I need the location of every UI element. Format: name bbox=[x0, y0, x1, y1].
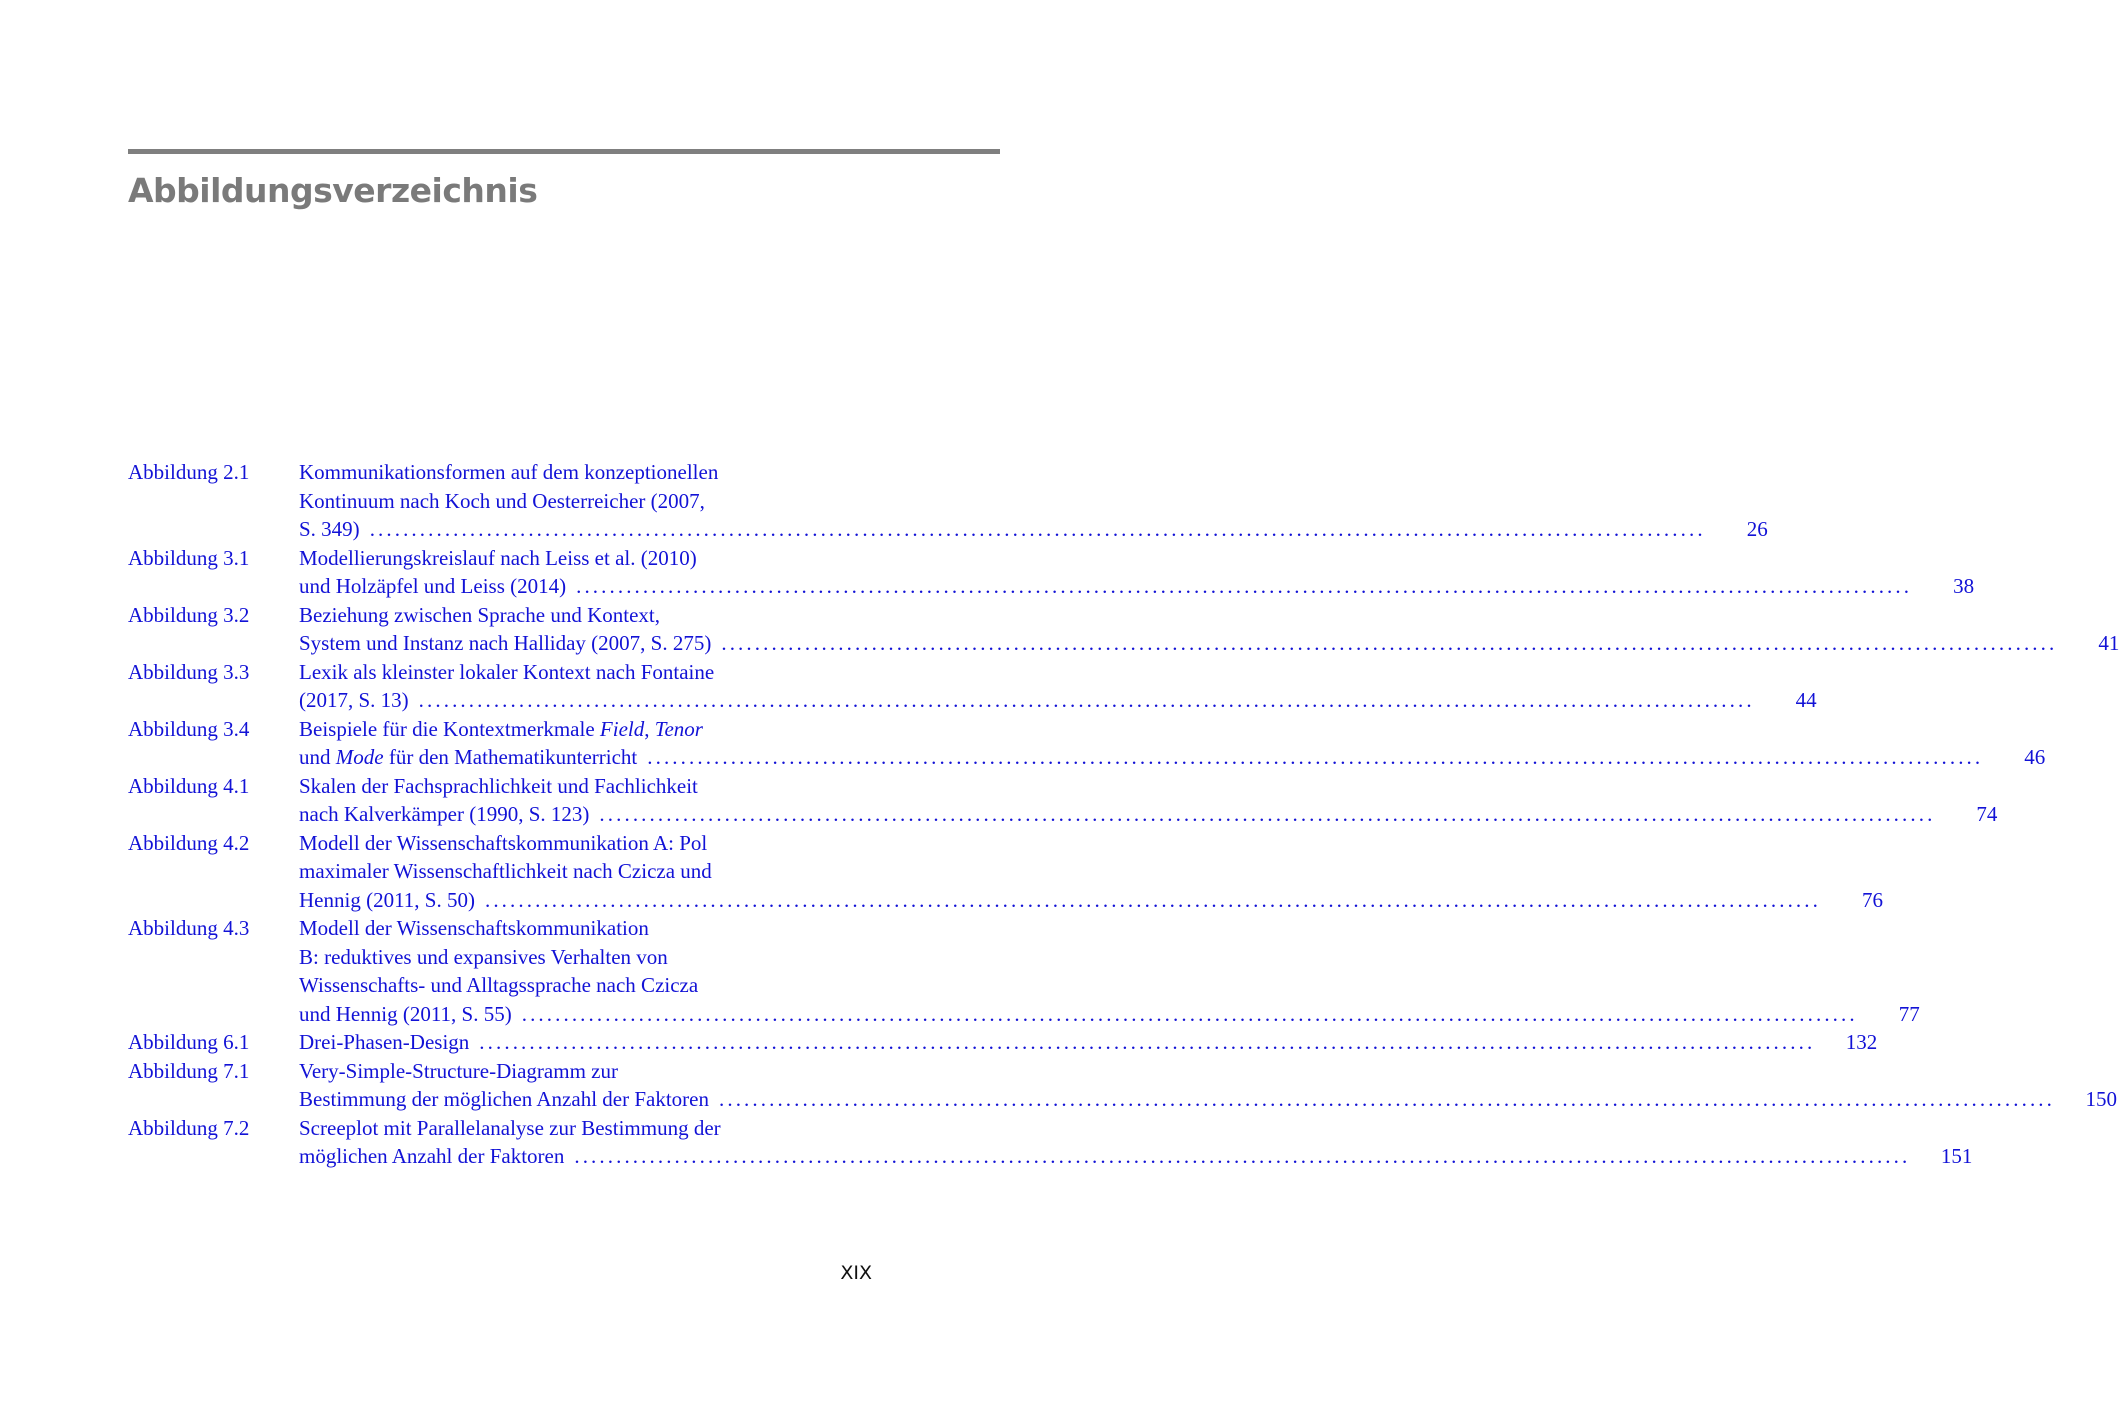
caption-line: (2017, S. 13) bbox=[299, 688, 409, 712]
dot-leader: ................................................................................................................................................................ bbox=[418, 688, 1755, 712]
caption-line: Very-Simple-Structure-Diagramm zur bbox=[299, 1058, 618, 1083]
figure-caption[interactable] bbox=[299, 1114, 1973, 1171]
figure-label[interactable]: Abbildung 3.1 bbox=[128, 545, 250, 570]
caption-emphasis: Field bbox=[599, 716, 645, 741]
caption-line: Modellierungskreislauf nach Leiss et al. (2010) bbox=[299, 545, 697, 570]
dot-leader: ................................................................................................................................................................ bbox=[721, 631, 2058, 655]
figure-label[interactable]: Abbildung 3.3 bbox=[128, 659, 250, 684]
caption-line bbox=[299, 715, 872, 744]
caption-line: nach Kalverkämper (1990, S. 123) bbox=[299, 802, 590, 826]
caption-line: und Holzäpfel und Leiss (2014) bbox=[299, 574, 567, 598]
figure-label[interactable]: Abbildung 4.2 bbox=[128, 830, 250, 855]
figure-label[interactable]: Abbildung 4.3 bbox=[128, 916, 250, 940]
toc-entry[interactable] bbox=[128, 1114, 1973, 1171]
figure-caption[interactable] bbox=[299, 914, 1920, 1028]
caption-line: Wissenschafts- und Alltagssprache nach Czicza bbox=[299, 973, 699, 997]
dot-leader: ................................................................................................................................................................ bbox=[521, 1001, 1858, 1026]
caption-line: Hennig (2011, S. 50) bbox=[299, 887, 475, 912]
figure-caption[interactable] bbox=[299, 1028, 1878, 1057]
page-number[interactable]: 38 bbox=[1953, 574, 1975, 598]
caption-line: Kontinuum nach Koch und Oesterreicher (2007, bbox=[299, 488, 705, 513]
figure-caption[interactable] bbox=[299, 772, 1998, 829]
caption-line: Screeplot mit Parallelanalyse zur Bestimmung der bbox=[299, 1115, 721, 1140]
toc-entry[interactable] bbox=[128, 715, 2046, 772]
caption-line: Beziehung zwischen Sprache und Kontext, bbox=[299, 602, 660, 627]
top-rule bbox=[128, 149, 1000, 154]
figure-label[interactable]: Abbildung 7.2 bbox=[128, 1115, 250, 1140]
caption-line: Modell der Wissenschaftskommunikation bbox=[299, 916, 649, 940]
figure-label[interactable]: Abbildung 6.1 bbox=[128, 1030, 250, 1054]
page-number[interactable]: 151 bbox=[1940, 1144, 1973, 1168]
page-number[interactable]: 74 bbox=[1976, 802, 1998, 826]
figure-list bbox=[128, 458, 2119, 1171]
toc-entry[interactable] bbox=[128, 458, 1768, 544]
figure-label[interactable]: Abbildung 4.1 bbox=[128, 773, 250, 798]
toc-entry[interactable] bbox=[128, 1028, 1878, 1057]
caption-line: Bestimmung der möglichen Anzahl der Faktoren bbox=[299, 1087, 709, 1111]
figure-caption[interactable] bbox=[299, 658, 1817, 715]
page-number[interactable]: 77 bbox=[1898, 1001, 1920, 1026]
toc-entry[interactable] bbox=[128, 544, 1975, 601]
toc-entry[interactable] bbox=[128, 601, 2119, 658]
dot-leader: ................................................................................................................................................................ bbox=[484, 887, 1821, 912]
figure-caption[interactable] bbox=[299, 544, 1975, 601]
figure-caption[interactable] bbox=[299, 601, 2119, 658]
dot-leader: ................................................................................................................................................................ bbox=[719, 1087, 2055, 1111]
figure-caption[interactable] bbox=[299, 458, 1768, 544]
page-number[interactable]: 46 bbox=[2024, 745, 2046, 769]
caption-line: möglichen Anzahl der Faktoren bbox=[299, 1144, 565, 1168]
toc-entry[interactable] bbox=[128, 772, 1998, 829]
dot-leader: ................................................................................................................................................................ bbox=[574, 1144, 1911, 1168]
page-number[interactable]: 150 bbox=[2085, 1087, 2117, 1111]
dot-leader: ................................................................................................................................................................ bbox=[479, 1030, 1816, 1054]
dot-leader: ................................................................................................................................................................ bbox=[647, 745, 1984, 769]
page-folio: XIX bbox=[840, 1262, 872, 1284]
caption-line: Lexik als kleinster lokaler Kontext nach Fontaine bbox=[299, 659, 715, 684]
caption-line: maximaler Wissenschaftlichkeit nach Czicza und bbox=[299, 859, 712, 883]
figure-label[interactable]: Abbildung 7.1 bbox=[128, 1058, 250, 1083]
figure-label[interactable]: Abbildung 2.1 bbox=[128, 460, 250, 484]
caption-line: Drei-Phasen-Design bbox=[299, 1030, 470, 1054]
figure-label[interactable]: Abbildung 3.4 bbox=[128, 716, 250, 741]
caption-line: S. 349) bbox=[299, 517, 360, 541]
page-title: Abbildungsverzeichnis bbox=[128, 171, 538, 210]
toc-entry[interactable] bbox=[128, 1057, 2117, 1114]
caption-emphasis: Mode bbox=[335, 745, 384, 769]
caption-text: für den Mathematikunterricht bbox=[383, 745, 638, 769]
caption-line: Skalen der Fachsprachlichkeit und Fachlichkeit bbox=[299, 773, 698, 798]
page-number[interactable]: 26 bbox=[1746, 517, 1768, 541]
dot-leader: ................................................................................................................................................................ bbox=[576, 574, 1913, 598]
caption-line: Kommunikationsformen auf dem konzeptionellen bbox=[299, 460, 719, 484]
caption-line bbox=[299, 743, 637, 772]
figure-label[interactable]: Abbildung 3.2 bbox=[128, 602, 250, 627]
figure-caption[interactable] bbox=[299, 829, 1883, 915]
toc-entry[interactable] bbox=[128, 914, 1920, 1028]
figure-caption[interactable] bbox=[299, 715, 2046, 772]
caption-line: Modell der Wissenschaftskommunikation A: Pol bbox=[299, 830, 708, 855]
figure-caption[interactable] bbox=[299, 1057, 2117, 1114]
caption-emphasis: Tenor bbox=[654, 716, 703, 741]
caption-text: , bbox=[644, 716, 655, 741]
dot-leader: ................................................................................................................................................................ bbox=[599, 802, 1936, 826]
dot-leader: ................................................................................................................................................................ bbox=[369, 517, 1706, 541]
page-number[interactable]: 41 bbox=[2098, 631, 2119, 655]
page-number[interactable]: 76 bbox=[1861, 887, 1883, 912]
caption-text: Beispiele für die Kontextmerkmale bbox=[299, 716, 600, 741]
caption-line: System und Instanz nach Halliday (2007, S. 275) bbox=[299, 631, 712, 655]
page-number[interactable]: 44 bbox=[1795, 688, 1817, 712]
page-number[interactable]: 132 bbox=[1845, 1030, 1878, 1054]
caption-text: und bbox=[299, 745, 336, 769]
toc-entry[interactable] bbox=[128, 829, 1883, 915]
caption-line: und Hennig (2011, S. 55) bbox=[299, 1001, 512, 1026]
caption-line: B: reduktives und expansives Verhalten von bbox=[299, 944, 668, 969]
toc-entry[interactable] bbox=[128, 658, 1817, 715]
